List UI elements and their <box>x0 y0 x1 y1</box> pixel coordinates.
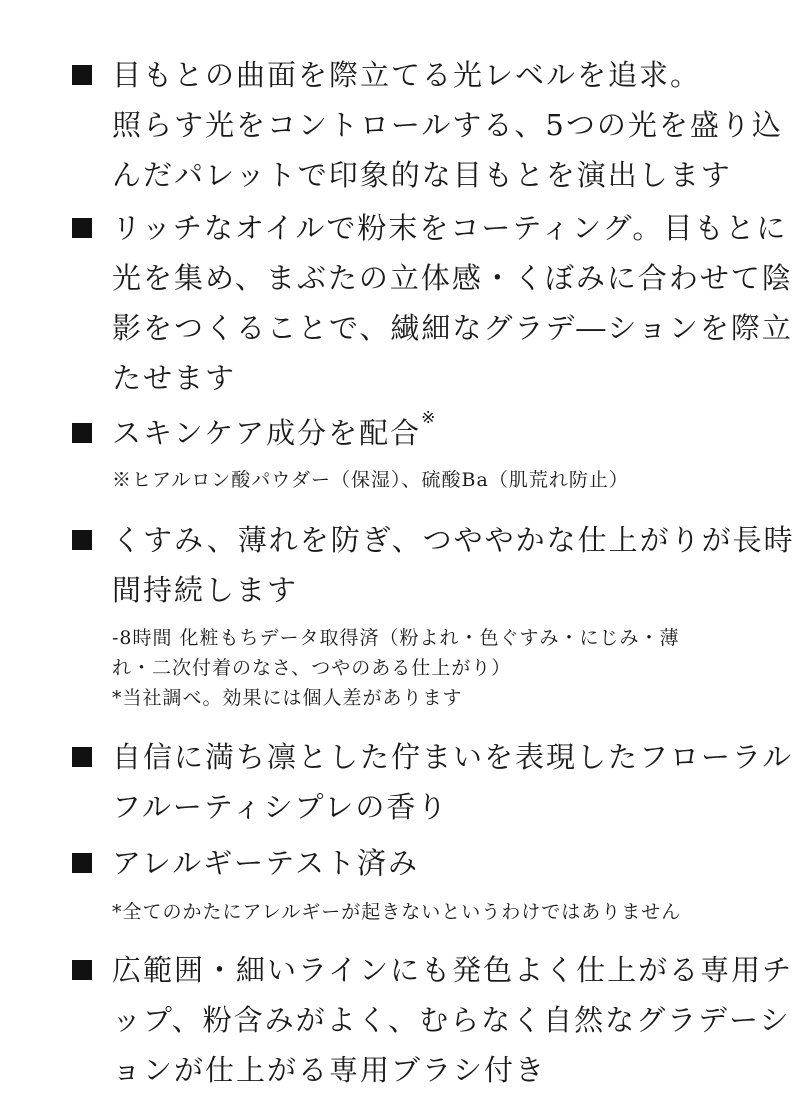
feature-item <box>72 50 783 200</box>
note-line: *当社調べ。効果には個人差があります <box>112 687 463 709</box>
square-bullet-icon <box>72 423 92 443</box>
square-bullet-icon <box>72 65 92 85</box>
feature-text <box>112 408 752 458</box>
feature-line: 影をつくることで、繊細なグラデ―ションを際立 <box>112 311 793 345</box>
note-line: ※ヒアルロン酸パウダー（保湿）、硫酸Ba（肌荒れ防止） <box>112 469 629 491</box>
feature-line: んだパレットで印象的な目もとを演出します <box>112 158 732 192</box>
feature-line: アレルギーテスト済み <box>112 846 419 880</box>
feature-item <box>72 515 795 713</box>
square-bullet-icon <box>72 530 92 550</box>
feature-line: 照らす光をコントロールする、5つの光を盛り込 <box>112 108 783 142</box>
square-bullet-icon <box>72 218 92 238</box>
feature-line: 広範囲・細いラインにも発色よく仕上がる専用チ <box>112 953 794 987</box>
feature-line-text: スキンケア成分を配合 <box>112 416 422 450</box>
square-bullet-icon <box>72 960 92 980</box>
feature-line: フルーティシプレの香り <box>112 790 449 824</box>
feature-note <box>112 623 752 713</box>
footnote-mark: ※ <box>421 408 438 428</box>
note-line: -8時間 化粧もちデータ取得済（粉よれ・色ぐすみ・にじみ・薄 <box>112 627 680 649</box>
feature-line: 自信に満ち凛とした佇まいを表現したフローラル <box>112 740 794 774</box>
feature-line: 目もとの曲面を際立てる光レベルを追求。 <box>112 58 702 92</box>
feature-text <box>112 203 793 403</box>
note-line: れ・二次付着のなさ、つやのある仕上がり） <box>112 657 512 679</box>
feature-text <box>112 50 783 200</box>
square-bullet-icon <box>72 853 92 873</box>
feature-item <box>72 732 794 832</box>
feature-note <box>112 897 752 927</box>
feature-note <box>112 465 752 495</box>
feature-line: ョンが仕上がる専用ブラシ付き <box>112 1053 547 1087</box>
feature-text <box>112 838 752 888</box>
feature-item <box>72 408 752 495</box>
feature-text <box>112 732 794 832</box>
feature-item <box>72 203 793 403</box>
feature-line: 光を集め、まぶたの立体感・くぼみに合わせて陰 <box>112 261 793 295</box>
feature-item <box>72 945 794 1095</box>
feature-line: リッチなオイルで粉末をコーティング。目もとに <box>112 211 788 245</box>
feature-line: くすみ、薄れを防ぎ、つややかな仕上がりが長時 <box>112 523 795 557</box>
square-bullet-icon <box>72 747 92 767</box>
feature-line: ップ、粉含みがよく、むらなく自然なグラデーシ <box>112 1003 791 1037</box>
feature-text <box>112 515 795 615</box>
feature-line <box>112 408 752 458</box>
feature-line: 間持続します <box>112 573 299 607</box>
feature-item <box>72 838 752 927</box>
feature-line: たせます <box>112 361 237 395</box>
note-line: *全てのかたにアレルギーが起きないというわけではありません <box>112 901 682 923</box>
feature-text <box>112 945 794 1095</box>
